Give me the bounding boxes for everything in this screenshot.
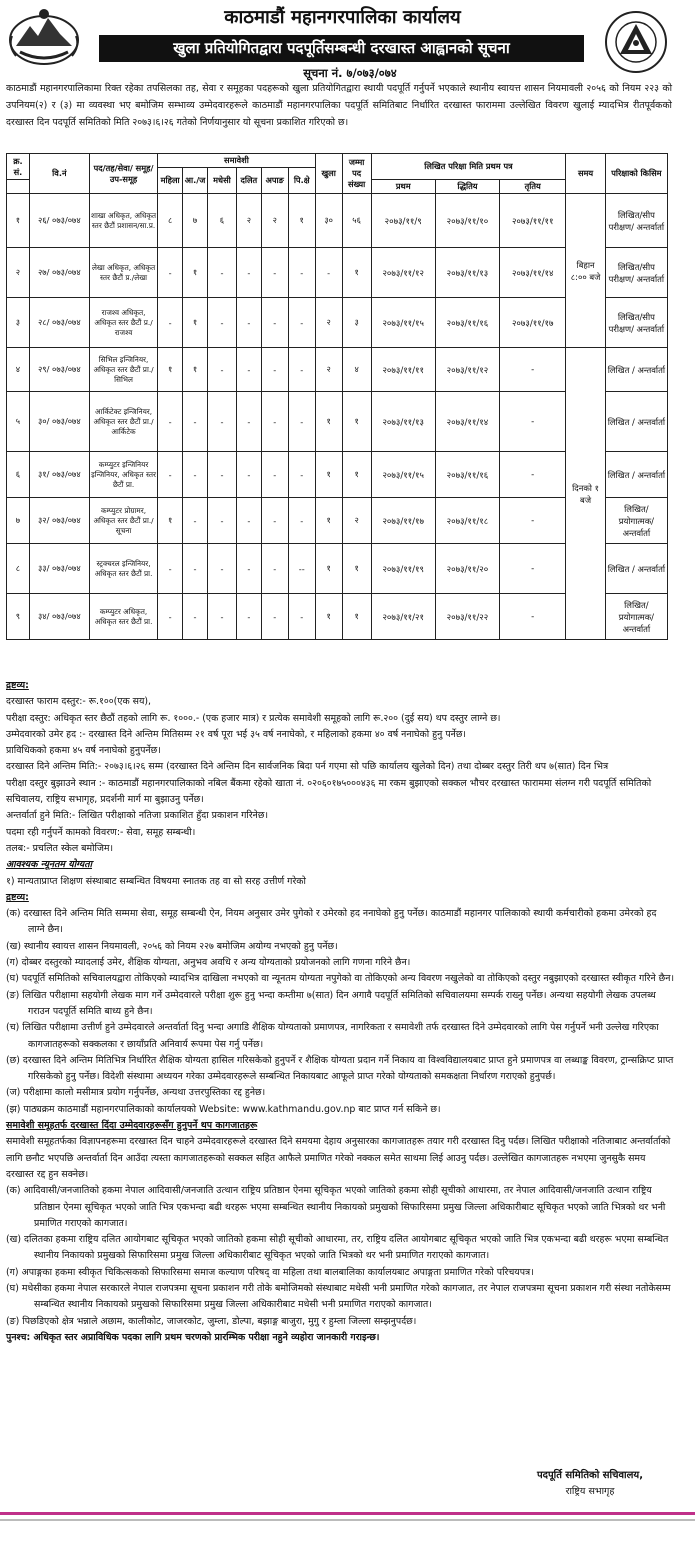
cell-post: शाखा अधिकृत, अधिकृत स्तर छैटौं प्रशासन/सा.प्र. [89,194,157,248]
note-chh: (छ) दरखास्त दिने अन्तिम मितिभित्र निर्धारित शैक्षिक योग्यता हासिल गरिसकेको हुनुपर्ने र शैक्षिक योग्यता प्रदान गर्ने निकाय वा विश्वविद्यालयबाट प्राप्त हुने प्रमाणपत्र वा लब्धाङ्क विवरण, ट्रान्सक्रिप्ट प्राप्त गरिसकेको हुनु पर्नेछ। विदेशी संस्थामा अध्ययन गरेका उम्मेदवारहरूले सम्बन्धित निकायबाट आफूले प्राप्त गरेको योग्यताको समकक्षता निर्धारण गराएको हुनुपर्छ। [6,1054,674,1083]
signature-office: पदपूर्ति समितिको सचिवालय, [536,1470,644,1481]
cell-disabled: - [261,392,288,452]
cell-date-third: - [500,594,566,640]
cell-sn: ७ [7,498,30,544]
col-madhesi: मधेसी [207,168,236,194]
cell-post: कम्प्युटर इन्जिनियर इन्जिनियर, अधिकृत स्तर छैटौं प्रा. [89,452,157,498]
cell-backward: - [288,298,315,348]
cell-date-third: - [500,498,566,544]
col-adivasi: आ./ज [183,168,208,194]
cell-ad-no: २६/ ०७३/०७४ [29,194,89,248]
cell-dalit: - [236,498,261,544]
cell-disabled: - [261,348,288,392]
note-ng: (ङ) लिखित परीक्षामा सहयोगी लेखक माग गर्ने उम्मेदवारले परीक्षा शुरू हुनु भन्दा कम्तीमा ७(सात) दिन अगावै पदपूर्ति समितिको सचिवालयमा सम्पर्क राख्नु पर्नेछ। अन्यथा सहयोगी लेखक उपलब्ध गराउन पदपूर्ति समिति बाध्य हुने छैन। [6,989,656,1017]
inclusive-docs-intro: समावेशी समूहतर्फका विज्ञापनहरूमा दरखास्त दिन चाहने उम्मेदवारहरूले दरखास्त दिने समयमा देहाय अनुसारका कागजातहरू तयार गरी दरखास्त दिनु पर्दछ। लिखित परीक्षाको नतिजाबाट अन्तर्वार्ताको लागि छनौट भएपछि अन्तर्वार्ता दिन आउँदा त्यस्ता कागजातहरूको सक्कल सहित आफैले प्रमाणित गरेको नक्कल समेत साथमा लिई आउनु पर्दछ। उल्लेखित कागजातहरू नभएमा जुनसुकै समय दरखास्त रद्द हुन सक्नेछ। [6,1136,671,1180]
cell-women: - [158,594,183,640]
notes-heading-2: द्रष्टव्य: [6,891,29,903]
cell-date-second: २०७३/११/१२ [435,348,499,392]
cell-exam-type: लिखित/प्रयोगात्मक/अन्तर्वार्ता [605,594,667,640]
col-post: पद/तह/सेवा/ समूह/उप-समूह [89,154,157,194]
note-deadline: दरखास्त दिने अन्तिम मिति:- २०७३।६।२६ सम्म (दरखास्त दिने अन्तिम दिन सार्वजनिक बिदा पर्न गएमा सो पछि कार्यालय खुलेको दिन) तथा दोब्बर दस्तुर तिरी थप ७(सात) दिन भित्र [6,761,609,773]
cell-disabled: - [261,594,288,640]
cell-women: - [158,452,183,498]
cell-open: ३० [315,194,342,248]
cell-madhesi: - [207,544,236,594]
footer-rule-pink [0,1512,695,1515]
cell-date-second: २०७३/११/१६ [435,452,499,498]
cell-exam-type: लिखित / अन्तर्वार्ता [605,348,667,392]
cell-total: १ [342,594,371,640]
cell-backward: - [288,498,315,544]
inclusive-g: (ग) अपाङ्गका हकमा स्वीकृत चिकित्सकको सिफारिसमा समाज कल्याण परिषद् वा महिला तथा बालबालिका कार्यालयबाट अपाङ्गता प्रमाणित गरेको परिचयपत्र। [6,1266,534,1278]
cell-ad-no: ३३/ ०७३/०७४ [29,544,89,594]
cell-ad-no: २९/ ०७३/०७४ [29,348,89,392]
cell-exam-type: लिखित / अन्तर्वार्ता [605,452,667,498]
cell-open: १ [315,594,342,640]
cell-date-first: २०७३/११/११ [371,348,435,392]
col-dalit: दलित [236,168,261,194]
col-time: समय [566,154,605,194]
cell-total: १ [342,452,371,498]
cell-dalit: - [236,392,261,452]
cell-total: २ [342,498,371,544]
cell-time-afternoon: दिनको १ बजे [566,348,605,640]
cell-open: १ [315,452,342,498]
cell-disabled: - [261,248,288,298]
cell-post: कम्प्युटर अधिकृत, अधिकृत स्तर छैटौं प्रा. [89,594,157,640]
cell-adivasi: - [183,392,208,452]
cell-date-first: २०७३/११/९ [371,194,435,248]
cell-dalit: २ [236,194,261,248]
col-first: प्रथम [371,180,435,194]
cell-ad-no: २८/ ०७३/०७४ [29,298,89,348]
cell-backward: - [288,594,315,640]
cell-women: ८ [158,194,183,248]
col-ad-no: वि.नं [29,154,89,194]
note-duties: पदमा रही गर्नुपर्ने कामको विवरण:- सेवा, समूह सम्बन्धी। [6,826,196,838]
cell-exam-type: लिखित/सीप परीक्षण/ अन्तर्वार्ता [605,248,667,298]
cell-time-morning: बिहान ८:०० बजे [566,194,605,348]
notice-banner: खुला प्रतियोगितद्वारा पदपूर्तिसम्बन्धी दरखास्त आह्वानको सूचना [99,35,584,62]
inclusive-kh: (ख) दलितका हकमा राष्ट्रिय दलित आयोगबाट सूचिकृत भएको जातिको हकमा सोही सूचीको आधारमा, तर, राष्ट्रिय दलित आयोगबाट सूचिकृत भएको जाति भित्र एकभन्दा बढी थरहरू भएमा सम्बन्धित स्थानीय निकायको प्रमुखको सिफारिसमा प्रमुख जिल्ला अधिकारीबाट सूचिकृत भएको जाति भित्रको थर भनी प्रमाणित गराएको कागजात। [6,1234,669,1262]
cell-backward: - [288,348,315,392]
cell-disabled: - [261,544,288,594]
cell-open: २ [315,298,342,348]
cell-madhesi: - [207,498,236,544]
cell-sn: ८ [7,544,30,594]
cell-date-second: २०७३/११/१० [435,194,499,248]
cell-total: ३ [342,298,371,348]
cell-post: आर्किटेक्ट इन्जिनियर, अधिकृत स्तर छैटौं प्रा./आर्किटेक [89,392,157,452]
cell-total: १ [342,392,371,452]
cell-exam-type: लिखित/सीप परीक्षण/ अन्तर्वार्ता [605,194,667,248]
col-disabled: अपाङ [261,168,288,194]
note-age: उम्मेदवारको उमेर हद :- दरखास्त दिने अन्तिम मितिसम्म २१ वर्ष पूरा भई ३५ वर्ष ननाघेको, र महिलाको हकमा ४० वर्ष ननाघेको हुनु पर्नेछ। [6,728,466,740]
cell-exam-type: लिखित / अन्तर्वार्ता [605,392,667,452]
cell-ad-no: ३२/ ०७३/०७४ [29,498,89,544]
cell-exam-type: लिखित / अन्तर्वार्ता [605,544,667,594]
cell-date-third: - [500,392,566,452]
cell-sn: ३ [7,298,30,348]
cell-adivasi: १ [183,298,208,348]
cell-exam-type: लिखित/सीप परीक्षण/ अन्तर्वार्ता [605,298,667,348]
cell-ad-no: ३१/ ०७३/०७४ [29,452,89,498]
qualification-heading: आवश्यक न्यूनतम योग्यता [6,859,93,871]
notice-number: सूचना नं. ७/०७३/०७४ [303,66,397,80]
cell-dalit: - [236,298,261,348]
inclusive-docs-heading: समावेशी समूहतर्फ दरखास्त दिंदा उम्मेदवारहरूसँग हुनुपर्ने थप कागजातहरू [6,1120,258,1132]
cell-date-third: २०७३/११/१७ [500,298,566,348]
cell-sn: ६ [7,452,30,498]
cell-adivasi: ७ [183,194,208,248]
cell-disabled: - [261,452,288,498]
cell-date-first: २०७३/११/१२ [371,248,435,298]
cell-open: २ [315,348,342,392]
cell-dalit: - [236,348,261,392]
table-row [7,194,668,248]
cell-backward: -- [288,544,315,594]
cell-date-first: २०७३/११/१५ [371,298,435,348]
cell-adivasi: - [183,452,208,498]
cell-adivasi: १ [183,248,208,298]
cell-open: १ [315,498,342,544]
cell-date-first: २०७३/११/१७ [371,498,435,544]
col-third: तृतिय [500,180,566,194]
cell-open: - [315,248,342,298]
note-gh: (घ) पदपूर्ति समितिको सचिवालयद्वारा तोकिएको म्यादभित्र दाखिला नभएको वा न्यूनतम योग्यता नपुगेको वा तोकिएको अन्य विवरण नखुलेको वा तोकिएको दस्तुर नबुझाएको दरखास्त स्वीकृत गरिने छैन। [6,973,675,985]
note-interview-date: अन्तर्वार्ता हुने मिति:- लिखित परीक्षाको नतिजा प्रकाशित हुँदा प्रकाशन गरिनेछ। [6,810,269,822]
signature-place: राष्ट्रिय सभागृह [565,1486,615,1497]
col-total: जम्मा पद संख्या [342,154,371,194]
col-women: महिला [158,168,183,194]
note-salary: तलब:- प्रचलित स्केल बमोजिम। [6,842,114,854]
cell-date-second: २०७३/११/१६ [435,298,499,348]
cell-date-first: २०७३/११/२१ [371,594,435,640]
notes-section [6,678,674,1346]
cell-backward: - [288,392,315,452]
postscript: पुनश्च: अधिकृत स्तर अप्राविधिक पदका लागि प्रथम चरणको प्रारम्भिक परीक्षा नहुने व्यहोरा जानकारी गराइन्छ। [6,1331,380,1343]
note-ch: (च) लिखित परीक्षामा उत्तीर्ण हुने उम्मेदवारले अन्तर्वार्ता दिनु भन्दा अगाडि शैक्षिक योग्यताको प्रमाणपत्र, नागरिकता र समावेशी तर्फ दरखास्त दिने उम्मेदवारको लागि पेस गर्नुपर्ने भनी उल्लेख गरिएका कागजातहरूको सक्कलका र छायाँप्रति अनिवार्य रूपमा पेस गर्नु पर्नेछ। [6,1022,659,1050]
cell-women: १ [158,498,183,544]
cell-women: - [158,248,183,298]
cell-date-second: २०७३/११/२२ [435,594,499,640]
cell-women: - [158,392,183,452]
cell-ad-no: २७/ ०७३/०७४ [29,248,89,298]
kmc-logo-icon [604,10,668,74]
note-j: (ज) परीक्षामा कालो मसीमात्र प्रयोग गर्नुपर्नेछ, अन्यथा उत्तरपुस्तिका रद्द हुनेछ। [6,1087,266,1099]
cell-post: लेखा अधिकृत, अधिकृत स्तर छैटौं प्र./लेखा [89,248,157,298]
col-inclusive: समावेशी [158,154,315,168]
cell-date-second: २०७३/११/१४ [435,392,499,452]
inclusive-gh: (घ) मधेसीका हकमा नेपाल सरकारले नेपाल राजपत्रमा सूचना प्रकाशन गरी तोके बमोजिमको संस्थाबाट मधेसी भनी प्रमाणित गरेको कागजात, तर नेपाल राजपत्रमा सूचना प्रकाशन गरी संस्था नतोकेसम्म सम्बन्धित स्थानीय निकायको प्रमुखको सिफारिसमा प्रमुख जिल्ला अधिकारीबाट मधेसी भनी प्रमाणित गराएको कागजात। [6,1282,671,1311]
cell-date-second: २०७३/११/१८ [435,498,499,544]
cell-dalit: - [236,248,261,298]
cell-adivasi: - [183,544,208,594]
cell-post: सिभिल इन्जिनियर, अधिकृत स्तर छैटौं प्रा./सिभिल [89,348,157,392]
nepal-emblem-icon [6,6,82,68]
cell-sn: ५ [7,392,30,452]
cell-post: राजश्व अधिकृत, अधिकृत स्तर छैटौं प्र./राजश्व [89,298,157,348]
cell-adivasi: - [183,498,208,544]
cell-women: - [158,544,183,594]
cell-post: कम्प्युटर प्रोग्रामर, अधिकृत स्तर छैटौं प्रा./सूचना [89,498,157,544]
col-second: द्धितिय [435,180,499,194]
cell-ad-no: ३४/ ०७३/०७४ [29,594,89,640]
note-jh: (झ) पाठ्यक्रम काठमाडौं महानगरपालिकाको कार्यालयको Website: www.kathmandu.gov.np बाट प्राप्त गर्न सकिने छ। [6,1103,441,1115]
col-sn: क्र. सं. [7,154,30,180]
cell-date-first: २०७३/११/१३ [371,392,435,452]
cell-dalit: - [236,544,261,594]
cell-date-third: २०७३/११/११ [500,194,566,248]
cell-madhesi: ६ [207,194,236,248]
col-sn-blank [7,180,30,194]
cell-backward: - [288,248,315,298]
cell-total: १ [342,248,371,298]
cell-madhesi: - [207,594,236,640]
cell-date-third: - [500,452,566,498]
cell-date-first: २०७३/११/१५ [371,452,435,498]
table-row [7,348,668,392]
cell-dalit: - [236,452,261,498]
cell-date-second: २०७३/११/२० [435,544,499,594]
cell-madhesi: - [207,298,236,348]
cell-total: ५६ [342,194,371,248]
col-backward: पि.क्षे [288,168,315,194]
cell-dalit: - [236,594,261,640]
cell-madhesi: - [207,248,236,298]
cell-open: १ [315,544,342,594]
cell-sn: ४ [7,348,30,392]
qualification-item: १) मान्यताप्राप्त शिक्षण संस्थाबाट सम्बन्धित विषयमा स्नातक तह वा सो सरह उत्तीर्ण गरेको [6,875,306,887]
inclusive-k: (क) आदिवासी/जनजातिको हकमा नेपाल आदिवासी/जनजाति उत्थान राष्ट्रिय प्रतिष्ठान ऐनमा सूचिकृत भएको जातिको हकमा सोही सूचीको आधारमा, तर नेपाल आदिवासी/जनजाति उत्थान राष्ट्रिय प्रतिष्ठान ऐनमा सूचिकृत भएको जाति भित्र एकभन्दा बढी थरहरू भएमा सम्बन्धित स्थानीय निकायको प्रमुखको सिफारिसमा प्रमुख जिल्ला अधिकारीबाट सूचिकृत भएको जाति भित्रको थर भनी प्रमाणित गराएको कागजात। [6,1185,666,1229]
cell-adivasi: १ [183,348,208,392]
cell-total: १ [342,544,371,594]
note-form-fee: दरखास्त फाराम दस्तुर:- रू.१००(एक सय), [6,696,152,708]
vacancy-table [6,153,668,640]
col-open: खुला [315,154,342,194]
note-age-technical: प्राविधिकको हकमा ४५ वर्ष ननाघेको हुनुपर्नेछ। [6,745,161,757]
note-exam-fee: परीक्षा दस्तुर: अधिकृत स्तर छैठौं तहको लागि रू. १०००.- (एक हजार मात्र) र प्रत्येक समावेशी समूहको लागि रू.२०० (दुई सय) थप दस्तुर लाग्ने छ। [6,712,501,724]
cell-madhesi: - [207,452,236,498]
cell-date-third: - [500,544,566,594]
intro-paragraph: काठमाडौं महानगरपालिकामा रिक्त रहेका तपसिलका तह, सेवा र समूहका पदहरूको खुला प्रतियोगितद्वारा स्थायी पदपूर्ति गर्नुपर्ने भएकाले स्थानीय स्वायत्त शासन नियमावली २०५६ को नियम २२३ को उपनियम(२) र (३) मा व्यवस्था भए बमोजिम सम्भाव्य उम्मेदवारहरूले काठमाडौं महानगरपालिका पदपूर्ति समितिबाट निर्धारित दरखास्त फाराममा उल्लेखित विवरण खुलाई म्यादभित्र रीतपूर्वकको दरखास्त दिन पदपूर्ति समितिको मिति २०७३।६।२६ गतेको निर्णयानुसार यो सूचना प्रकाशित गरिएको छ। [6,83,672,128]
cell-date-first: २०७३/११/१९ [371,544,435,594]
cell-backward: १ [288,194,315,248]
cell-sn: १ [7,194,30,248]
notes-heading: द्रष्टव्य: [6,680,29,691]
note-payment: परीक्षा दस्तुर बुझाउने स्थान :- काठमाडौं महानगरपालिकाको नबिल बैंकमा रहेको खाता नं. ०२०६०१७५०००४३६ मा रकम बुझाएको सक्कल भौचर दरखास्त फाराममा संलग्न गरी पदपूर्ति समितिको सचिवालय, राष्ट्रिय सभागृह, प्रदर्शनी मार्ग मा बुझाउनु पर्नेछ। [6,777,652,806]
cell-disabled: - [261,498,288,544]
footer-rule-grey [0,1519,695,1521]
cell-ad-no: ३०/ ०७३/०७४ [29,392,89,452]
cell-exam-type: लिखित/प्रयोगात्मक/अन्तर्वार्ता [605,498,667,544]
note-k: (क) दरखास्त दिने अन्तिम मिति सम्ममा सेवा, समूह सम्बन्धी ऐन, नियम अनुसार उमेर पुगेको र उमेरको हद ननाघेको हुनु पर्नेछ। काठमाडौं महानगर पालिकाको स्थायी कर्मचारीको हकमा उमेरको हद लाग्ने छैन। [6,908,657,936]
signature-block [500,1468,680,1500]
cell-women: - [158,298,183,348]
page-title: काठमाडौं महानगरपालिका कार्यालय [224,7,461,28]
cell-post: स्ट्रक्चरल इन्जिनियर, अधिकृत स्तर छैटौं प्रा. [89,544,157,594]
cell-disabled: - [261,298,288,348]
col-exam-dates: लिखित परिक्षा मिति प्रथम पत्र [371,154,566,180]
cell-backward: - [288,452,315,498]
cell-disabled: २ [261,194,288,248]
cell-total: ४ [342,348,371,392]
cell-open: १ [315,392,342,452]
cell-date-third: - [500,348,566,392]
cell-adivasi: - [183,594,208,640]
cell-women: १ [158,348,183,392]
cell-date-second: २०७३/११/१३ [435,248,499,298]
col-exam-type: परिक्षाको किसिम [605,154,667,194]
cell-sn: २ [7,248,30,298]
note-g: (ग) दोब्बर दस्तुरको म्यादलाई उमेर, शैक्षिक योग्यता, अनुभव अवधि र अन्य योग्यताको प्रयोजनको लागि गणना गरिने छैन। [6,957,411,969]
cell-madhesi: - [207,392,236,452]
inclusive-ng: (ङ) पिछडिएको क्षेत्र भन्नाले अछाम, कालीकोट, जाजरकोट, जुम्ला, डोल्पा, बझाङ्ग बाजुरा, मुगु र हुम्ला जिल्ला सम्झनुपर्दछ। [6,1315,417,1327]
cell-date-third: २०७३/११/१४ [500,248,566,298]
note-kh: (ख) स्थानीय स्वायत्त शासन नियमावली, २०५६ को नियम २२७ बमोजिम अयोग्य नभएको हुनु पर्नेछ। [6,940,338,952]
cell-madhesi: - [207,348,236,392]
cell-sn: ९ [7,594,30,640]
